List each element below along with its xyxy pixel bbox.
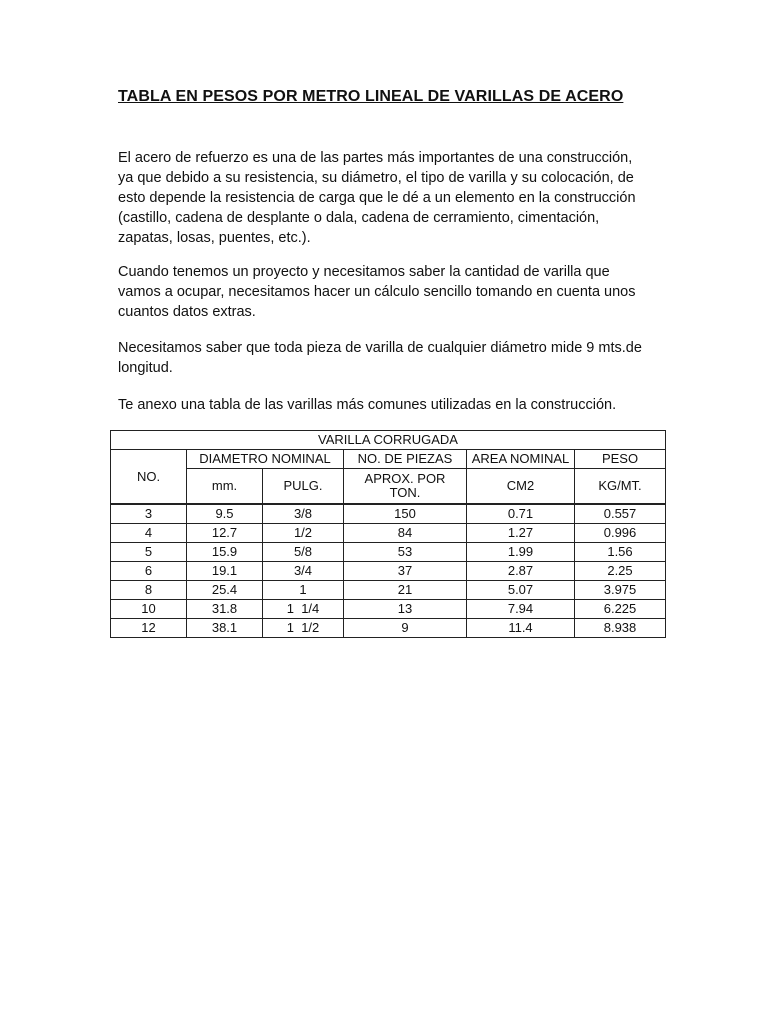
cell-pulg: 1 [263,581,344,600]
cell-no: 8 [111,581,187,600]
table-row [111,619,666,638]
paragraph-line: vamos a ocupar, necesitamos hacer un cálculo sencillo tomando en cuenta unos [118,284,636,300]
table-row [111,581,666,600]
cell-area: 1.27 [467,524,575,543]
cell-peso: 2.25 [575,562,666,581]
cell-piezas: 9 [344,619,467,638]
paragraph-line: Te anexo una tabla de las varillas más comunes utilizadas en la construcción. [118,397,617,413]
cell-no: 6 [111,562,187,581]
paragraph-line: esto depende la resistencia de carga que le dé a un elemento en la construcción [118,190,636,206]
header-mm: mm. [187,469,263,505]
header-diametro: DIAMETRO NOMINAL [187,450,344,469]
table-caption: VARILLA CORRUGADA [111,431,666,450]
cell-piezas: 13 [344,600,467,619]
cell-pulg: 5/8 [263,543,344,562]
paragraph-line: longitud. [118,360,173,376]
table-row [111,600,666,619]
cell-mm: 31.8 [187,600,263,619]
cell-piezas: 37 [344,562,467,581]
cell-mm: 9.5 [187,504,263,524]
header-peso: PESO [575,450,666,469]
header-pulg: PULG. [263,469,344,505]
table-row [111,524,666,543]
cell-no: 10 [111,600,187,619]
length-paragraph [118,338,663,378]
paragraph-line: ya que debido a su resistencia, su diámetro, el tipo de varilla y su colocación, de [118,170,634,186]
cell-piezas: 21 [344,581,467,600]
paragraph-line: (castillo, cadena de desplante o dala, cadena de cerramiento, cimentación, [118,210,600,226]
header-aprox [344,469,467,505]
cell-peso: 0.557 [575,504,666,524]
paragraph-line: zapatas, losas, puentes, etc.). [118,230,311,246]
cell-area: 1.99 [467,543,575,562]
paragraph-line: El acero de refuerzo es una de las partes más importantes de una construcción, [118,150,633,166]
table-row [111,543,666,562]
cell-peso: 0.996 [575,524,666,543]
header-aprox-line: TON. [389,485,421,500]
cell-pulg: 3/8 [263,504,344,524]
intro-paragraph [118,148,663,248]
cell-mm: 15.9 [187,543,263,562]
cell-mm: 19.1 [187,562,263,581]
cell-peso: 8.938 [575,619,666,638]
cell-no: 12 [111,619,187,638]
cell-peso: 3.975 [575,581,666,600]
cell-piezas: 53 [344,543,467,562]
paragraph-line: cuantos datos extras. [118,304,256,320]
paragraph-line: Cuando tenemos un proyecto y necesitamos saber la cantidad de varilla que [118,264,610,280]
header-no: NO. [111,450,187,505]
project-paragraph [118,262,663,322]
document-title: TABLA EN PESOS POR METRO LINEAL DE VARILLAS DE ACERO [118,88,624,105]
header-aprox-line: APROX. POR [364,471,446,486]
cell-pulg: 1 1/4 [263,600,344,619]
cell-peso: 1.56 [575,543,666,562]
cell-area: 11.4 [467,619,575,638]
table-row [111,504,666,524]
cell-piezas: 150 [344,504,467,524]
cell-mm: 25.4 [187,581,263,600]
cell-area: 0.71 [467,504,575,524]
paragraph-line: Necesitamos saber que toda pieza de varilla de cualquier diámetro mide 9 mts.de [118,340,642,356]
cell-area: 2.87 [467,562,575,581]
header-area: AREA NOMINAL [467,450,575,469]
cell-no: 3 [111,504,187,524]
cell-mm: 38.1 [187,619,263,638]
header-piezas: NO. DE PIEZAS [344,450,467,469]
cell-area: 5.07 [467,581,575,600]
cell-no: 5 [111,543,187,562]
cell-pulg: 1/2 [263,524,344,543]
cell-area: 7.94 [467,600,575,619]
cell-pulg: 3/4 [263,562,344,581]
cell-no: 4 [111,524,187,543]
header-cm2: CM2 [467,469,575,505]
cell-mm: 12.7 [187,524,263,543]
cell-peso: 6.225 [575,600,666,619]
cell-piezas: 84 [344,524,467,543]
table-intro-paragraph [118,395,663,415]
table-row [111,562,666,581]
header-kgmt: KG/MT. [575,469,666,505]
rebar-table [110,430,666,638]
cell-pulg: 1 1/2 [263,619,344,638]
